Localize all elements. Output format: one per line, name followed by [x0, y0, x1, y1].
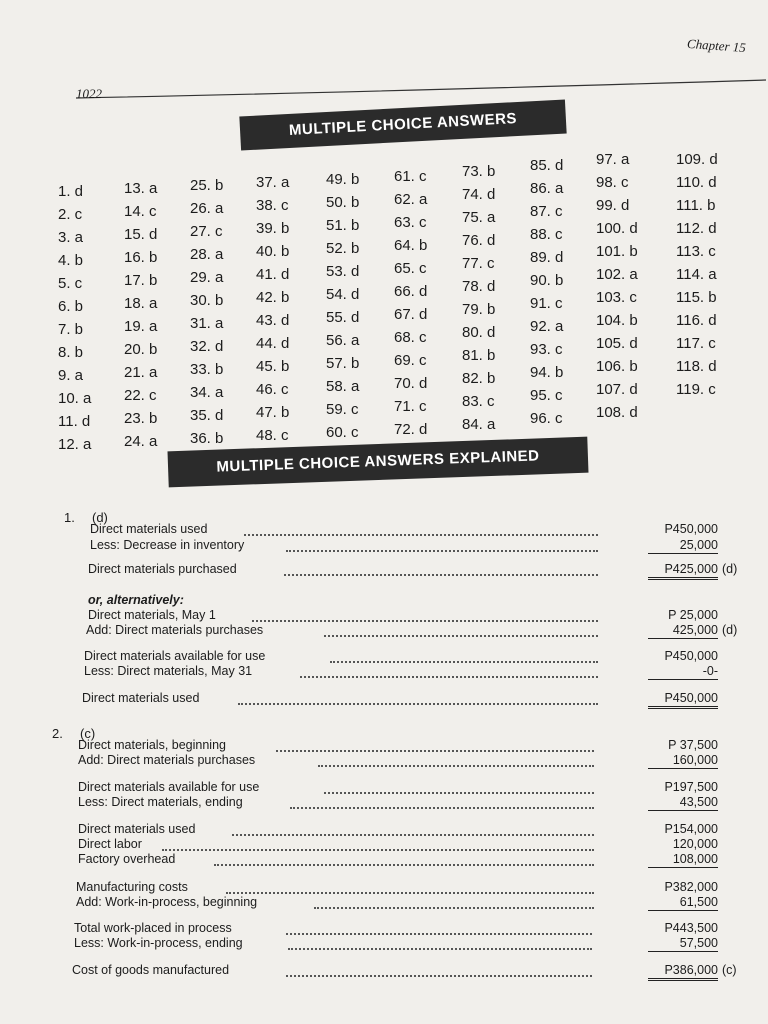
- answer-item: 118. d: [676, 358, 717, 375]
- answer-item: 82. b: [462, 370, 496, 387]
- answer-item: 119. c: [676, 381, 716, 398]
- dot-leader: [244, 524, 598, 536]
- answer-item: 106. b: [596, 358, 638, 375]
- answer-item: 91. c: [530, 295, 563, 312]
- answer-item: 92. a: [530, 318, 564, 335]
- answer-item: 33. b: [190, 361, 224, 378]
- dot-leader: [324, 625, 598, 637]
- page-number: 1022: [76, 86, 102, 101]
- answer-item: 61. c: [394, 168, 427, 185]
- answer-item: 65. c: [394, 260, 427, 277]
- answer-item: 31. a: [190, 315, 224, 332]
- answer-item: 57. b: [326, 355, 360, 372]
- answer-item: 30. b: [190, 292, 224, 309]
- answer-item: 73. b: [462, 163, 496, 180]
- answer-column: [58, 180, 124, 456]
- answer-item: 83. c: [462, 393, 495, 410]
- q2-row: [58, 894, 748, 910]
- row-label: Direct materials, May 1: [88, 608, 216, 622]
- header-rule: [76, 78, 766, 104]
- answer-item: 75. a: [462, 209, 496, 226]
- answer-item: 23. b: [124, 410, 158, 427]
- dot-leader: [286, 540, 598, 552]
- row-amount: P 25,000: [668, 608, 718, 622]
- answer-item: 63. c: [394, 214, 427, 231]
- answer-item: 58. a: [326, 378, 360, 395]
- answer-item: 11. d: [58, 413, 91, 430]
- answer-item: 5. c: [58, 275, 83, 292]
- answer-item: 8. b: [58, 344, 84, 361]
- answer-item: 72. d: [394, 421, 428, 438]
- answer-item: 17. b: [124, 272, 158, 289]
- answer-item: 108. d: [596, 404, 638, 421]
- answer-item: 25. b: [190, 177, 224, 194]
- answer-item: 117. c: [676, 335, 716, 352]
- row-label: Less: Direct materials, May 31: [84, 664, 253, 678]
- answer-item: 43. d: [256, 312, 290, 329]
- row-amount: 160,000: [648, 752, 718, 769]
- answer-item: 53. d: [326, 263, 360, 280]
- q2-row: [58, 920, 748, 936]
- answer-item: 112. d: [676, 220, 717, 237]
- row-amount: P386,000: [648, 962, 718, 981]
- answer-item: 28. a: [190, 246, 224, 263]
- answer-item: 9. a: [58, 367, 84, 384]
- q2-row: [58, 737, 748, 753]
- answer-item: 105. d: [596, 335, 638, 352]
- row-label: Less: Direct materials, ending: [78, 795, 243, 809]
- answer-item: 29. a: [190, 269, 224, 286]
- answer-item: 51. b: [326, 217, 360, 234]
- answer-item: 115. b: [676, 289, 717, 306]
- row-amount: P154,000: [664, 822, 718, 836]
- answer-item: 69. c: [394, 352, 427, 369]
- row-amount: 108,000: [648, 851, 718, 868]
- q1-answer: (d): [92, 510, 108, 525]
- answer-item: 81. b: [462, 347, 496, 364]
- answer-item: 93. c: [530, 341, 563, 358]
- answer-item: 98. c: [596, 174, 629, 191]
- answer-item: 34. a: [190, 384, 224, 401]
- row-label: Direct materials available for use: [78, 780, 260, 794]
- q2-row: [58, 962, 748, 978]
- row-label: Factory overhead: [78, 852, 176, 866]
- answer-item: 104. b: [596, 312, 638, 329]
- answer-mark: (d): [722, 562, 738, 576]
- answer-item: 1. d: [58, 183, 84, 200]
- row-amount: P197,500: [664, 780, 718, 794]
- answer-item: 56. a: [326, 332, 360, 349]
- answer-item: 40. b: [256, 243, 290, 260]
- q1-alt-row: [58, 648, 748, 664]
- answer-item: 50. b: [326, 194, 360, 211]
- q2-row: [58, 836, 748, 852]
- q2-number: 2.: [52, 726, 63, 741]
- row-amount: P450,000: [664, 649, 718, 663]
- answer-item: 107. d: [596, 381, 638, 398]
- row-amount: -0-: [648, 663, 718, 680]
- answer-item: 48. c: [256, 427, 289, 444]
- answer-item: 79. b: [462, 301, 496, 318]
- answer-item: 2. c: [58, 206, 83, 223]
- answer-item: 90. b: [530, 272, 564, 289]
- answer-item: 110. d: [676, 174, 717, 191]
- q1-alt-heading: [58, 592, 748, 608]
- alt-heading-label: or, alternatively:: [88, 593, 184, 607]
- row-amount: P450,000: [648, 690, 718, 709]
- q1-alt-row: [58, 663, 748, 679]
- answer-item: 67. d: [394, 306, 428, 323]
- row-label: Manufacturing costs: [76, 880, 188, 894]
- answer-item: 99. d: [596, 197, 630, 214]
- answer-item: 74. d: [462, 186, 496, 203]
- row-label: Direct labor: [78, 837, 142, 851]
- answer-item: 46. c: [256, 381, 289, 398]
- q2-row: [58, 752, 748, 768]
- row-amount: P425,000: [648, 561, 718, 580]
- answer-item: 49. b: [326, 171, 360, 188]
- answer-item: 3. a: [58, 229, 84, 246]
- q2-row: [58, 879, 748, 895]
- row-amount: P443,500: [664, 921, 718, 935]
- row-amount: P 37,500: [668, 738, 718, 752]
- answer-item: 16. b: [124, 249, 158, 266]
- answer-column: [462, 160, 528, 436]
- row-label: Cost of goods manufactured: [72, 963, 230, 977]
- row-amount: 25,000: [648, 537, 718, 554]
- answer-mark: (c): [722, 963, 737, 977]
- answer-item: 76. d: [462, 232, 496, 249]
- answer-item: 66. d: [394, 283, 428, 300]
- answer-item: 87. c: [530, 203, 563, 220]
- q2-row: [58, 935, 748, 951]
- row-amount: P382,000: [664, 880, 718, 894]
- answer-item: 60. c: [326, 424, 359, 441]
- row-label: Direct materials used: [78, 822, 196, 836]
- answer-item: 111. b: [676, 197, 716, 214]
- q1-row: [58, 537, 748, 553]
- row-amount: 43,500: [648, 794, 718, 811]
- answer-column: [530, 154, 596, 430]
- answer-item: 26. a: [190, 200, 224, 217]
- answer-item: 113. c: [676, 243, 716, 260]
- answer-column: [190, 174, 256, 450]
- explained-banner: MULTIPLE CHOICE ANSWERS EXPLAINED: [167, 437, 588, 488]
- row-label: Less: Decrease in inventory: [90, 538, 245, 552]
- dot-leader: [318, 755, 594, 767]
- answer-item: 14. c: [124, 203, 157, 220]
- answer-item: 41. d: [256, 266, 290, 283]
- answer-item: 38. c: [256, 197, 289, 214]
- answer-item: 101. b: [596, 243, 638, 260]
- answer-item: 18. a: [124, 295, 158, 312]
- answer-item: 7. b: [58, 321, 84, 338]
- answer-item: 86. a: [530, 180, 564, 197]
- answer-item: 103. c: [596, 289, 637, 306]
- answer-item: 54. d: [326, 286, 360, 303]
- answer-item: 116. d: [676, 312, 717, 329]
- answer-mark: (d): [722, 623, 738, 637]
- answer-item: 45. b: [256, 358, 290, 375]
- row-label: Add: Direct materials purchases: [78, 753, 256, 767]
- answer-item: 84. a: [462, 416, 496, 433]
- row-amount: 61,500: [648, 894, 718, 911]
- answer-item: 22. c: [124, 387, 157, 404]
- dot-leader: [238, 693, 598, 705]
- row-label: Direct materials available for use: [84, 649, 266, 663]
- answer-item: 114. a: [676, 266, 717, 283]
- answer-column: [394, 165, 460, 441]
- row-label: Direct materials used: [90, 522, 208, 536]
- answer-item: 19. a: [124, 318, 158, 335]
- answer-item: 94. b: [530, 364, 564, 381]
- dot-leader: [226, 882, 594, 894]
- q2-row: [58, 794, 748, 810]
- answer-column: [326, 168, 392, 444]
- q1-alt-row: [58, 622, 748, 638]
- dot-leader: [162, 839, 594, 851]
- row-label: Add: Work-in-process, beginning: [76, 895, 258, 909]
- answer-item: 85. d: [530, 157, 564, 174]
- answer-item: 21. a: [124, 364, 158, 381]
- dot-leader: [288, 938, 592, 950]
- dot-leader: [324, 782, 594, 794]
- row-amount: P450,000: [664, 522, 718, 536]
- answer-item: 97. a: [596, 151, 630, 168]
- answer-item: 102. a: [596, 266, 638, 283]
- dot-leader: [276, 740, 594, 752]
- answer-item: 59. c: [326, 401, 359, 418]
- answer-item: 78. d: [462, 278, 496, 295]
- dot-leader: [330, 651, 598, 663]
- dot-leader: [214, 854, 594, 866]
- q1-row: [58, 561, 748, 577]
- dot-leader: [286, 923, 592, 935]
- chapter-label: Chapter 15: [686, 35, 747, 56]
- answer-column: [676, 148, 742, 401]
- answer-item: 4. b: [58, 252, 84, 269]
- answer-item: 47. b: [256, 404, 290, 421]
- row-label: Direct materials, beginning: [78, 738, 226, 752]
- answer-item: 62. a: [394, 191, 428, 208]
- answer-item: 39. b: [256, 220, 290, 237]
- q2-row: [58, 851, 748, 867]
- answer-item: 52. b: [326, 240, 360, 257]
- dot-leader: [314, 897, 594, 909]
- answer-item: 36. b: [190, 430, 224, 447]
- answer-item: 27. c: [190, 223, 223, 240]
- answer-item: 37. a: [256, 174, 290, 191]
- answer-item: 89. d: [530, 249, 564, 266]
- answer-item: 15. d: [124, 226, 158, 243]
- q2-answer: (c): [80, 726, 96, 741]
- row-label: Add: Direct materials purchases: [86, 623, 264, 637]
- dot-leader: [232, 824, 594, 836]
- answer-item: 10. a: [58, 390, 92, 407]
- answer-column: [256, 171, 322, 447]
- answer-column: [124, 177, 190, 453]
- dot-leader: [284, 564, 598, 576]
- answer-item: 44. d: [256, 335, 290, 352]
- answers-banner: MULTIPLE CHOICE ANSWERS: [239, 99, 566, 150]
- answer-item: 95. c: [530, 387, 563, 404]
- dot-leader: [290, 797, 594, 809]
- answer-item: 42. b: [256, 289, 290, 306]
- q1-alt-row: [58, 690, 748, 706]
- answer-item: 77. c: [462, 255, 495, 272]
- dot-leader: [300, 666, 598, 678]
- dot-leader: [252, 610, 598, 622]
- row-label: Total work-placed in process: [74, 921, 232, 935]
- answer-item: 109. d: [676, 151, 718, 168]
- q1-number: 1.: [64, 510, 75, 525]
- answer-item: 20. b: [124, 341, 158, 358]
- answer-item: 35. d: [190, 407, 224, 424]
- answer-item: 70. d: [394, 375, 428, 392]
- answer-item: 24. a: [124, 433, 158, 450]
- answer-item: 71. c: [394, 398, 427, 415]
- answer-grid: [58, 150, 748, 453]
- q1-row: [58, 521, 748, 537]
- row-label: Direct materials purchased: [88, 562, 237, 576]
- row-label: Less: Work-in-process, ending: [74, 936, 243, 950]
- answer-item: 80. d: [462, 324, 496, 341]
- answer-item: 88. c: [530, 226, 563, 243]
- row-label: Direct materials used: [82, 691, 200, 705]
- answer-item: 55. d: [326, 309, 360, 326]
- answer-item: 68. c: [394, 329, 427, 346]
- answer-item: 13. a: [124, 180, 158, 197]
- answer-item: 6. b: [58, 298, 84, 315]
- answer-item: 100. d: [596, 220, 638, 237]
- q1-alt-row: [58, 607, 748, 623]
- q2-row: [58, 821, 748, 837]
- answer-item: 96. c: [530, 410, 563, 427]
- row-amount: 57,500: [648, 935, 718, 952]
- answer-item: 32. d: [190, 338, 224, 355]
- q2-row: [58, 779, 748, 795]
- answer-column: [596, 148, 662, 424]
- answer-item: 12. a: [58, 436, 92, 453]
- row-amount: 425,000: [648, 622, 718, 639]
- row-amount: 120,000: [672, 837, 718, 851]
- answer-item: 64. b: [394, 237, 428, 254]
- dot-leader: [286, 965, 592, 977]
